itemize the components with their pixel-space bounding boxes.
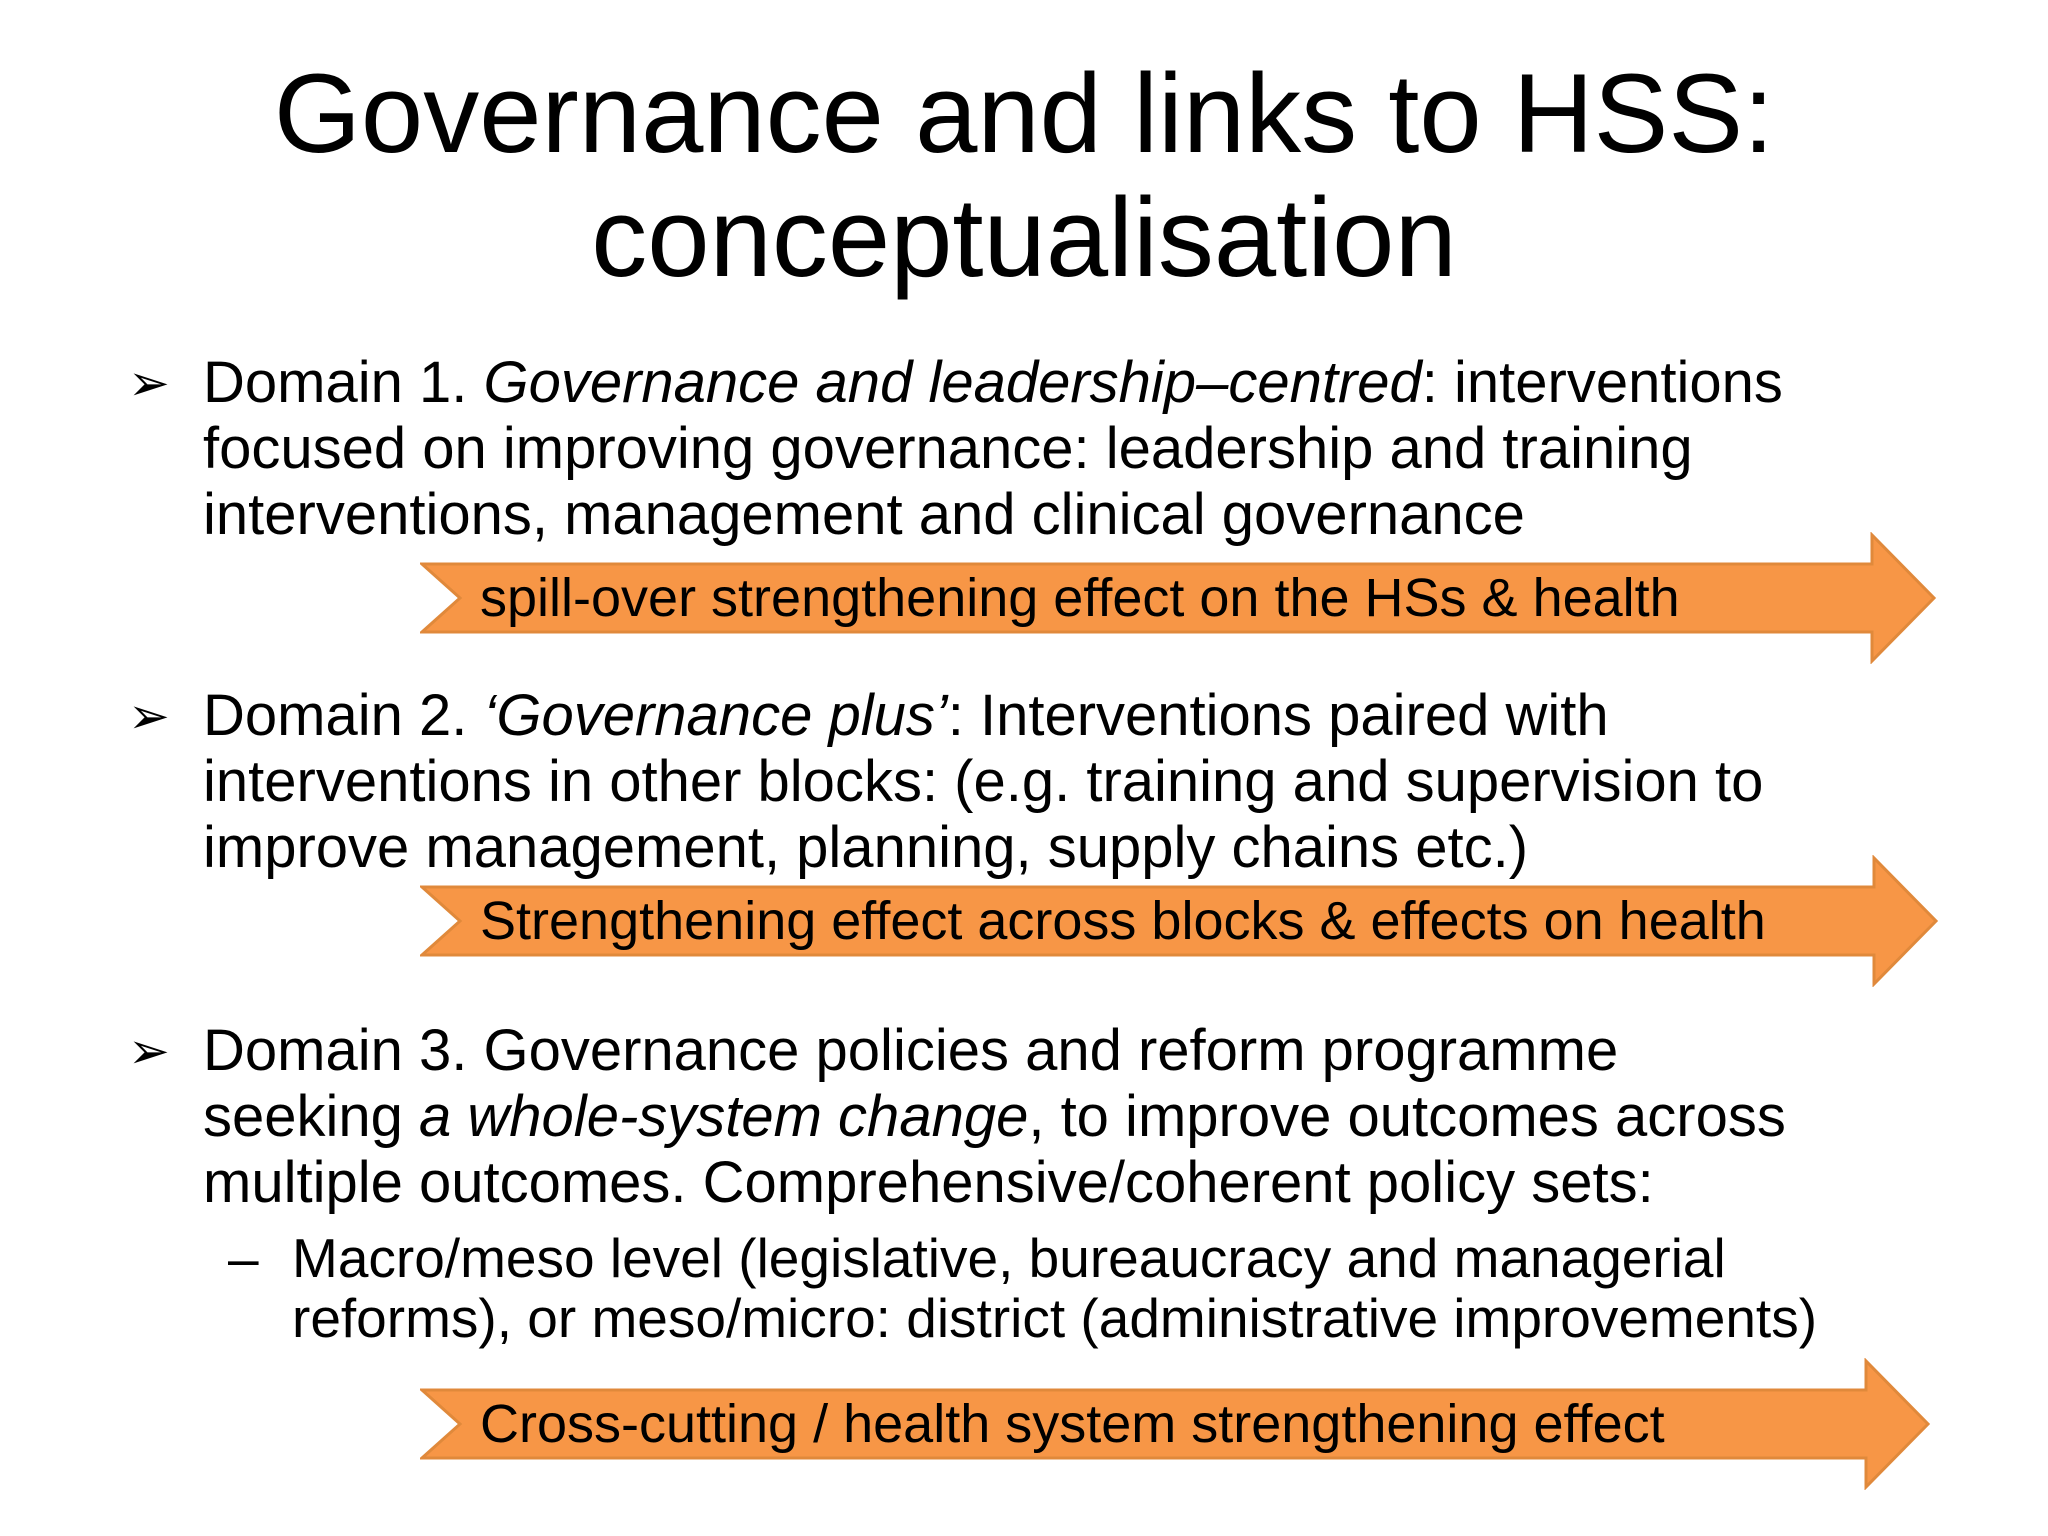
- domain-2-emphasis: ‘Governance plus’: [483, 683, 948, 748]
- domain-1-effect-label: spill-over strengthening effect on the HSs & health: [480, 568, 1680, 628]
- domain-3-sub-line-1: Macro/meso level (legislative, bureaucracy and managerial: [292, 1227, 1726, 1289]
- domain-2-text: [203, 683, 1978, 881]
- domain-3-line-2: [203, 1084, 1978, 1150]
- domain-1-line-1: [203, 350, 1978, 416]
- domain-1-line-3: interventions, management and clinical governance: [203, 482, 1525, 547]
- slide-title-line-2: conceptualisation: [591, 175, 1457, 300]
- domain-2-effect-label: Strengthening effect across blocks & effects on health: [480, 891, 1766, 951]
- arrow-bullet-icon: ➢: [128, 687, 170, 745]
- domain-3-effect-arrow: [420, 1358, 1932, 1490]
- slide-title-line-1: Governance and links to HSS:: [273, 51, 1775, 176]
- arrow-bullet-icon: ➢: [128, 1022, 170, 1080]
- domain-3-effect-label: Cross-cutting / health system strengthening effect: [480, 1394, 1665, 1454]
- arrow-bullet-icon: ➢: [128, 354, 170, 412]
- domain-1-text: [203, 350, 1978, 548]
- domain-2-line-1: [203, 683, 1978, 749]
- domain-2-effect-arrow: [420, 855, 1940, 987]
- dash-bullet-icon: –: [228, 1227, 259, 1289]
- domain-3-line-3: multiple outcomes. Comprehensive/coherent policy sets:: [203, 1150, 1654, 1215]
- slide-title: [0, 52, 2048, 300]
- domain-1-prefix: Domain 1.: [203, 350, 484, 415]
- domain-1-suffix: : interventions: [1421, 350, 1783, 415]
- domain-1-line-2: focused on improving governance: leadership and training: [203, 416, 1693, 481]
- domain-2-line-2: interventions in other blocks: (e.g. training and supervision to: [203, 749, 1764, 814]
- domain-3-line-1: Domain 3. Governance policies and reform programme: [203, 1018, 1619, 1083]
- domain-3-suffix: , to improve outcomes across: [1028, 1084, 1786, 1149]
- domain-3-sub-text: [292, 1228, 1992, 1348]
- domain-2-suffix: : Interventions paired with: [947, 683, 1609, 748]
- domain-3-emphasis: a whole-system change: [419, 1084, 1029, 1149]
- domain-1-effect-arrow: [420, 532, 1938, 664]
- domain-2-prefix: Domain 2.: [203, 683, 484, 748]
- domain-3-text: [203, 1018, 1978, 1216]
- domain-3-sub-line-2: reforms), or meso/micro: district (administrative improvements): [292, 1287, 1818, 1349]
- domain-1-emphasis: Governance and leadership–centred: [483, 350, 1422, 415]
- domain-2-line-3: improve management, planning, supply chains etc.): [203, 815, 1529, 880]
- domain-3-prefix: seeking: [203, 1084, 420, 1149]
